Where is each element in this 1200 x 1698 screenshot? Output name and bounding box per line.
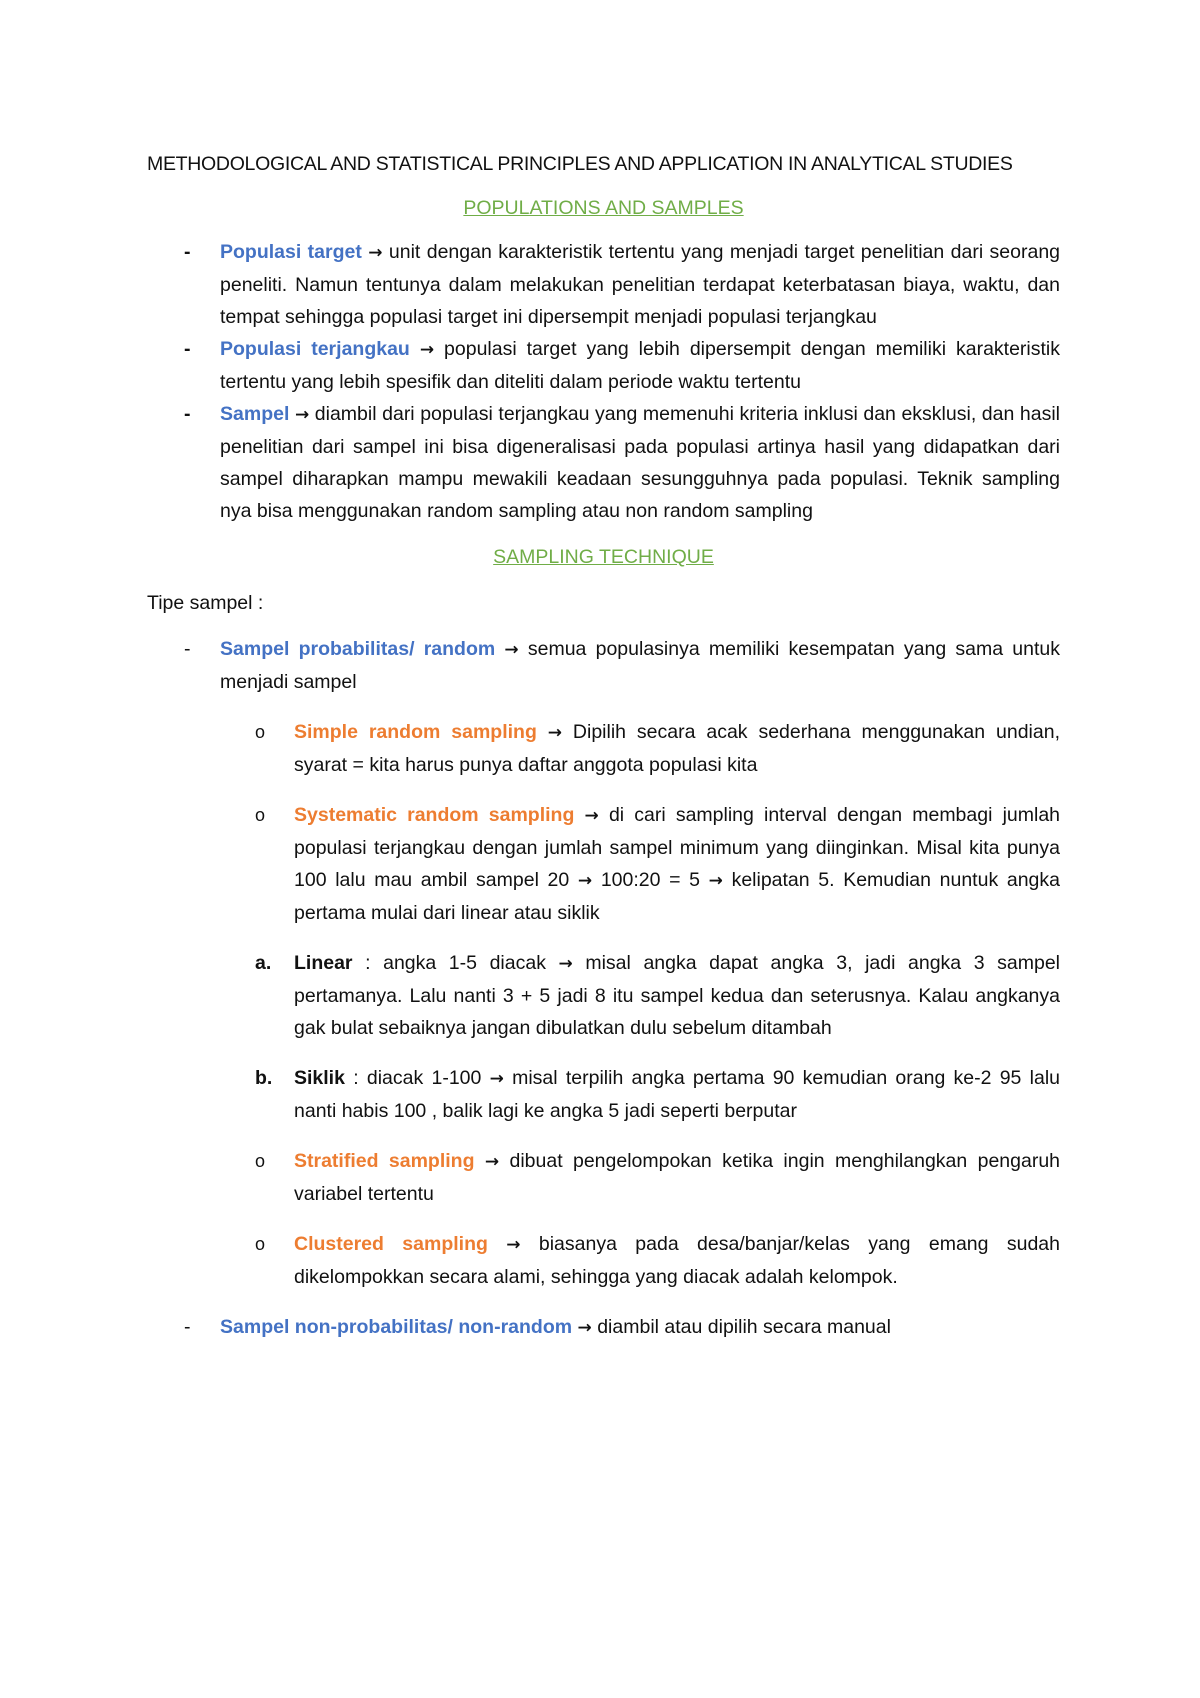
definition-text: misal terpilih angka pertama 90 kemudian orang ke-2 95 lalu nanti habis 100 , balik lagi ke angka 5 jadi seperti berputar [294, 1067, 1061, 1122]
arrow-icon: → [577, 1318, 592, 1338]
definition-text: semua populasinya memiliki kesempatan yang sama untuk menjadi sampel [220, 638, 1060, 693]
document-title: METHODOLOGICAL AND STATISTICAL PRINCIPLES AND APPLICATION IN ANALYTICAL STUDIES [147, 153, 1013, 175]
arrow-icon: → [584, 806, 599, 826]
definition-text: diambil dari populasi terjangkau yang memenuhi kriteria inklusi dan eksklusi, dan hasil penelitian dari sampel ini bisa digeneralisasi pada populasi artinya hasil yang didapatkan dari sampel diharapkan mampu mewakili keadaan sesungguhnya pada populasi. Teknik sampling nya bisa menggunakan random sampling atau non random sampling [220, 403, 1061, 522]
definition-text: diambil atau dipilih secara manual [597, 1316, 891, 1338]
dash-marker: - [184, 638, 191, 660]
list-item-non-probabilitas [147, 1311, 1060, 1344]
dash-marker: - [184, 403, 191, 425]
arrow-icon: → [708, 871, 723, 891]
arrow-icon: → [294, 405, 310, 425]
dash-marker: - [184, 338, 191, 360]
arrow-icon: → [368, 243, 383, 263]
definition-text: di cari sampling interval dengan membagi jumlah populasi terjangkau dengan jumlah sampel minimum yang diinginkan. Misal kita punya 100 lalu mau ambil sampel 20 [294, 804, 1061, 891]
term-sampel-non-probabilitas: Sampel non-probabilitas/ non-random [220, 1316, 573, 1338]
section-heading-sampling: SAMPLING TECHNIQUE [493, 546, 714, 568]
term-systematic-random: Systematic random sampling [294, 804, 575, 826]
list-item-clustered [147, 1228, 1060, 1293]
term-simple-random: Simple random sampling [294, 721, 537, 743]
probability-technique-list [147, 716, 1060, 1293]
definition-text: : angka 1-5 diacak [365, 952, 546, 974]
list-item-linear [147, 947, 1060, 1044]
term-linear: Linear [294, 952, 353, 974]
arrow-icon: → [484, 1152, 500, 1172]
section-heading-populations: POPULATIONS AND SAMPLES [463, 197, 744, 219]
circle-marker: o [255, 1234, 266, 1254]
alpha-marker: b. [255, 1067, 273, 1089]
document-page [147, 148, 1060, 1344]
definition-text: Dipilih secara acak sederhana menggunakan undian, syarat = kita harus punya daftar anggota populasi kita [294, 721, 1060, 776]
definition-text: : diacak 1-100 [353, 1067, 482, 1089]
term-clustered: Clustered sampling [294, 1233, 488, 1255]
list-item-stratified [147, 1145, 1060, 1210]
list-item-simple-random [147, 716, 1060, 781]
term-populasi-terjangkau: Populasi terjangkau [220, 338, 410, 360]
term-sampel-probabilitas: Sampel probabilitas/ random [220, 638, 496, 660]
term-sampel: Sampel [220, 403, 290, 425]
list-item-populasi-terjangkau [147, 333, 1060, 398]
dash-marker: - [184, 241, 191, 263]
arrow-icon: → [506, 1235, 521, 1255]
arrow-icon: → [504, 640, 519, 660]
list-item-populasi-target [147, 236, 1060, 333]
definition-text: unit dengan karakteristik tertentu yang menjadi target penelitian dari seorang peneliti. Namun tentunya dalam melakukan penelitian terdapat keterbatasan biaya, waktu, dan tempat sehingga populasi target ini dipersempit menjadi populasi terjangkau [220, 241, 1061, 328]
definition-text: kelipatan 5. Kemudian nuntuk angka pertama mulai dari linear atau siklik [294, 869, 1060, 924]
population-list [147, 236, 1060, 527]
definition-text: dibuat pengelompokan ketika ingin menghilangkan pengaruh variabel tertentu [294, 1150, 1061, 1205]
circle-marker: o [255, 722, 266, 742]
dash-marker: - [184, 1316, 191, 1338]
circle-marker: o [255, 1151, 266, 1171]
arrow-icon: → [547, 723, 563, 743]
tipe-sampel-label: Tipe sampel : [147, 592, 264, 614]
alpha-marker: a. [255, 952, 272, 974]
list-item-systematic-random [147, 799, 1060, 929]
list-item-probabilitas [147, 633, 1060, 1293]
term-siklik: Siklik [294, 1067, 345, 1089]
term-stratified: Stratified sampling [294, 1150, 475, 1172]
arrow-icon: → [489, 1069, 504, 1089]
list-item-siklik [147, 1062, 1060, 1127]
definition-text: misal angka dapat angka 3, jadi angka 3 sampel pertamanya. Lalu nanti 3 + 5 jadi 8 itu sampel kedua dan seterusnya. Kalau angkanya gak bulat sebaiknya jangan dibulatkan dulu sebelum ditambah [294, 952, 1060, 1039]
term-populasi-target: Populasi target [220, 241, 362, 263]
ratio-text: 100:20 = 5 [600, 869, 700, 891]
circle-marker: o [255, 805, 266, 825]
list-item-sampel [147, 398, 1060, 527]
arrow-icon: → [558, 954, 573, 974]
definition-text: populasi target yang lebih dipersempit dengan memiliki karakteristik tertentu yang lebih spesifik dan diteliti dalam periode waktu tertentu [220, 338, 1061, 393]
arrow-icon: → [419, 340, 435, 360]
definition-text: biasanya pada desa/banjar/kelas yang emang sudah dikelompokkan secara alami, sehingga yang diacak adalah kelompok. [294, 1233, 1060, 1288]
sample-type-list [147, 633, 1060, 1344]
arrow-icon: → [577, 871, 593, 891]
